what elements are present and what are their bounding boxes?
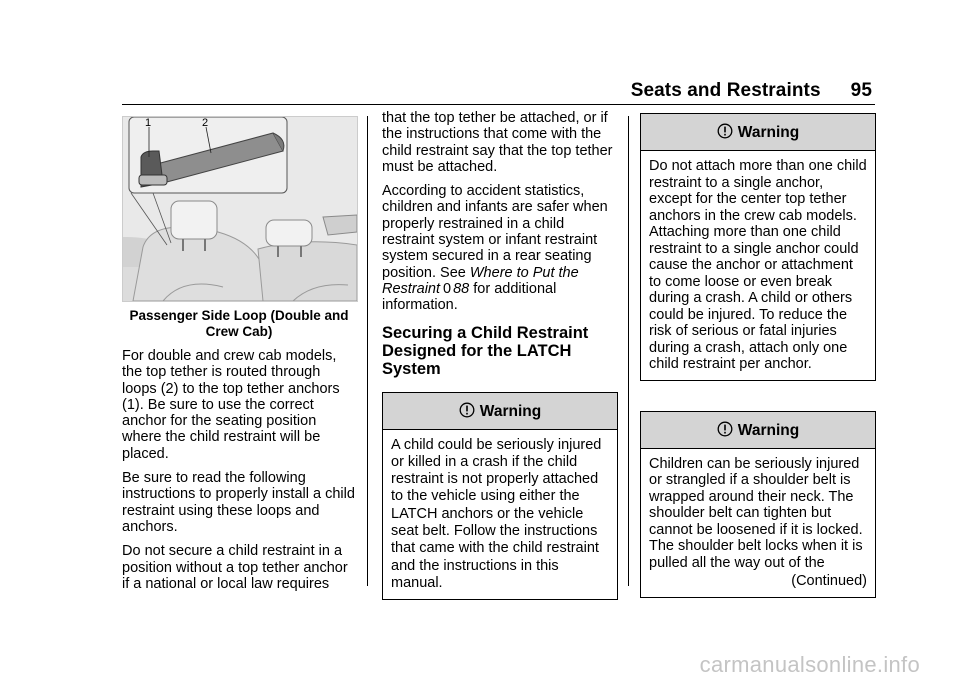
column-3 [640, 110, 876, 598]
warning-text [641, 449, 875, 597]
page-ref-arrow-icon: 0 [443, 280, 452, 297]
paragraph: Be sure to read the following instructions to properly install a child restraint using these loops and anchors. [122, 470, 355, 535]
warning-header [641, 412, 875, 449]
seat-loop-illustration [122, 116, 358, 302]
warning-icon [459, 402, 475, 418]
warning-icon [717, 123, 733, 139]
column-1 [122, 116, 356, 600]
header-rule [122, 104, 875, 105]
paragraph-text: According to accident statistics, children and infants are safer when properly restrained in a child restraint system or infant restraint system secured in a rear seating position. See [382, 183, 608, 281]
watermark: carmanualsonline.info [699, 652, 920, 677]
warning-header [383, 393, 617, 430]
section-title: Seats and Restraints [630, 80, 821, 101]
page-header [631, 80, 872, 102]
paragraph [382, 183, 618, 313]
continued-label: (Continued) [791, 573, 867, 589]
warning-title: Warning [737, 421, 800, 439]
figure-caption: Passenger Side Loop (Double and Crew Cab) [129, 308, 349, 339]
paragraph: that the top tether be attached, or if the instructions that come with the child restraint say that the top tether must be attached. [382, 110, 613, 175]
warning-header [641, 114, 875, 151]
warning-text: A child could be seriously injured or killed in a crash if the child restraint is not properly attached to the vehicle using either the LATCH anchors or the vehicle seat belt. Follow the instructions that came with the child restraint and the instructions in this manual. [391, 436, 602, 591]
warning-title: Warning [479, 402, 542, 420]
page-number: 95 [850, 80, 872, 101]
warning-box [640, 411, 876, 598]
warning-box [640, 113, 876, 381]
paragraph: Do not secure a child restraint in a position without a top tether anchor if a national or local law requires [122, 543, 348, 592]
warning-body: Children can be seriously injured or strangled if a shoulder belt is wrapped around their neck. The shoulder belt can tighten but cannot be loosened if it is locked. The shoulder belt locks when it is pulled all the way out of the [649, 455, 863, 571]
warning-title: Warning [737, 124, 800, 141]
cross-reference-title: Where to Put the Restraint [382, 264, 579, 297]
seat-illustration-graphic [123, 117, 357, 301]
cross-reference-page: 88 [453, 280, 470, 297]
column-divider-1 [367, 116, 368, 586]
column-divider-2 [628, 116, 629, 586]
paragraph: For double and crew cab models, the top tether is routed through loops (2) to the top tether anchors (1). Be sure to use the correct anchor for the seating position where the child restraint will be placed. [122, 348, 340, 462]
callout-2-label: 2 [202, 117, 209, 129]
paragraph-text: for additional information. [382, 280, 557, 314]
warning-icon [717, 421, 733, 437]
column-2 [382, 110, 618, 600]
warning-text: Do not attach more than one child restraint to a single anchor, except for the center top tether anchors in the crew cab models. Attaching more than one child restraint to a single anchor could cause the anchor or attachment to come loose or even break during a crash. A child or others could be injured. To reduce the risk of serious or fatal injuries during a crash, attach only one child restraint per anchor. [649, 158, 867, 372]
section-subheading: Securing a Child Restraint Designed for the LATCH System [382, 323, 589, 378]
callout-1-label: 1 [145, 117, 152, 129]
warning-box [382, 392, 618, 601]
